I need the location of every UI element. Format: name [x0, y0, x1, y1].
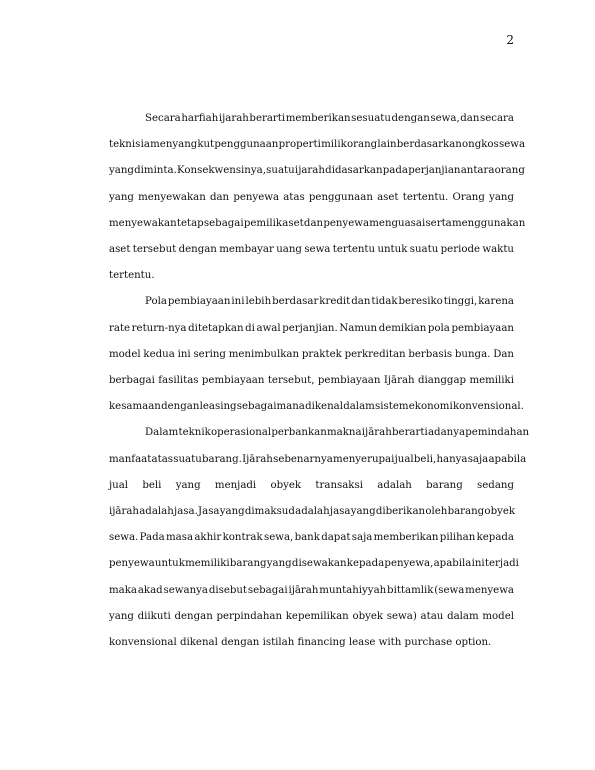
paragraph-ijarah-definition	[109, 106, 526, 289]
text-line: aset tersebut dengan membayar uang sewa tertentu untuk suatu periode waktu	[109, 244, 514, 256]
text-line: penyewa untuk memiliki barang yang disewakan kepada penyewa, apabila ini terjadi	[109, 558, 519, 570]
text-line: tertentu.	[109, 270, 155, 282]
body-text	[109, 106, 530, 656]
text-line: ijārah adalah jasa. Jasa yang dimaksud adalah jasa yang diberikan oleh barang obyek	[109, 506, 516, 518]
text-line: yang diminta. Konsekwensinya, suatu ijarah didasarkan pada perjanjian antara orang	[109, 165, 525, 177]
text-line: maka akad sewanya disebut sebagai ijārah muntahiyyah bittamlik (sewa menyewa	[109, 584, 514, 596]
text-line: berbagai fasilitas pembiayaan tersebut, pembiayaan Ijārah dianggap memiliki	[109, 375, 514, 387]
text-line: Dalam teknik operasional perbankan makna ijārah berarti adanya pemindahan	[145, 427, 530, 439]
text-line: rate return-nya ditetapkan di awal perjanjian. Namun demikian pola pembiayaan	[109, 322, 514, 334]
text-line: Secara harfiah ijarah berarti memberikan sesuatu dengan sewa, dan secara	[145, 113, 514, 124]
text-line: sewa. Pada masa akhir kontrak sewa, bank dapat saja memberikan pilihan kepada	[109, 532, 514, 544]
text-line: konvensional dikenal dengan istilah financing lease with purchase option.	[109, 637, 492, 649]
text-line: yang menyewakan dan penyewa atas penggunaan aset tertentu. Orang yang	[109, 191, 514, 203]
text-line: teknis ia menyangkut penggunaan properti milik orang lain berdasarkan ongkos sewa	[109, 139, 526, 151]
text-line: model kedua ini sering menimbulkan praktek perkreditan berbasis bunga. Dan	[109, 348, 514, 360]
text-line: manfaat atas suatu barang. Ijārah sebenarnya menyerupai jual beli, hanya saja apabila	[109, 453, 527, 465]
page-number: 2	[506, 33, 514, 47]
paragraph-financing-pattern	[109, 289, 524, 420]
text-line: jual beli yang menjadi obyek transaksi adalah barang sedang	[109, 479, 514, 491]
paragraph-operational-technique	[109, 420, 530, 656]
text-line: menyewakan tetap sebagai pemilik aset dan penyewa menguasai serta menggunakan	[109, 217, 526, 229]
text-line: yang diikuti dengan perpindahan kepemilikan obyek sewa) atau dalam model	[109, 610, 514, 622]
text-line: kesamaan dengan leasing sebagaimana dikenal dalam sistem ekonomi konvensional.	[109, 401, 524, 413]
text-line: Pola pembiayaan ini lebih berdasar kredit dan tidak beresiko tinggi, karena	[145, 296, 514, 308]
